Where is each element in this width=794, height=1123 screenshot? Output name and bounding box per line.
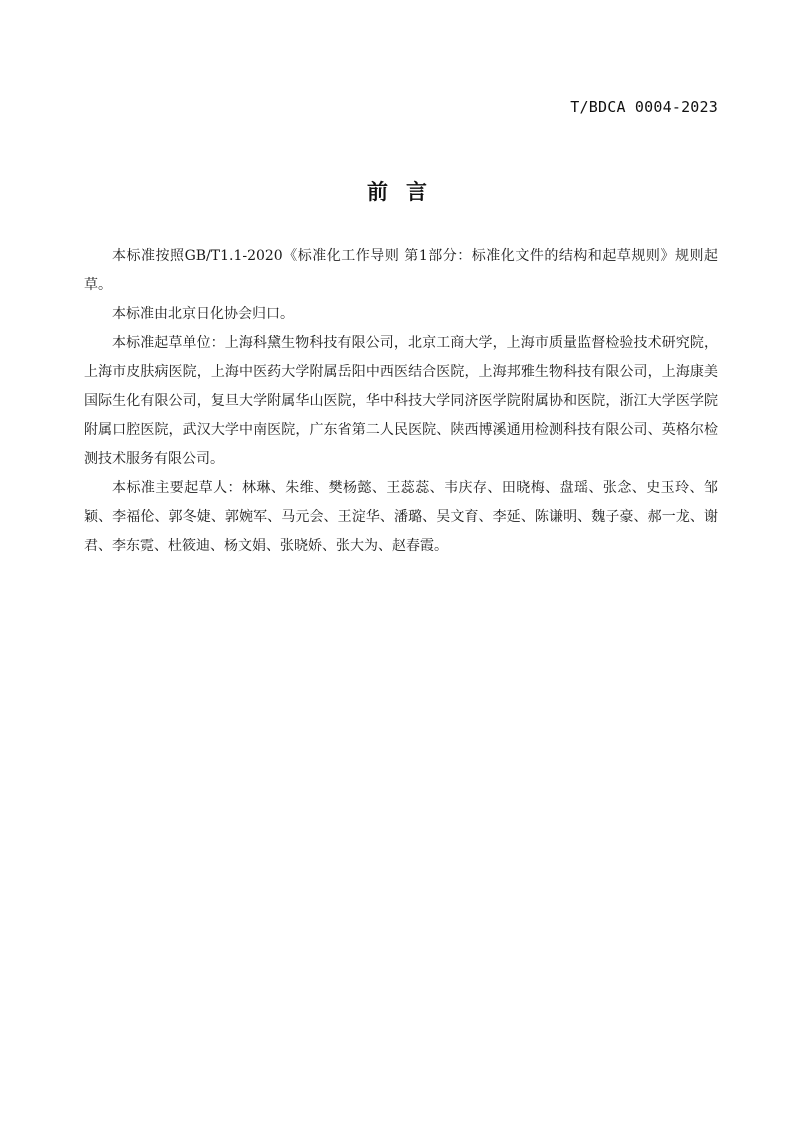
paragraph-drafting-units: 本标准起草单位：上海科黛生物科技有限公司，北京工商大学，上海市质量监督检验技术研究院，上海市皮肤病医院，上海中医药大学附属岳阳中西医结合医院，上海邦雅生物科技有限公司，上海康美国际生化有限公司，复旦大学附属华山医院，华中科技大学同济医学院附属协和医院，浙江大学医学院附属口腔医院，武汉大学中南医院，广东省第二人民医院、陕西博溪通用检测科技有限公司、英格尔检测技术服务有限公司。 bbox=[84, 335, 718, 467]
foreword-body bbox=[84, 242, 718, 561]
paragraph-main-drafters: 本标准主要起草人：林琳、朱维、樊杨懿、王蕊蕊、韦庆存、田晓梅、盘瑶、张念、史玉玲、邹颖、李福伦、郭冬婕、郭婉军、马元会、王淀华、潘璐、吴文育、李延、陈谦明、魏子豪、郝一龙、谢君、李东霓、杜筱迪、杨文娟、张晓娇、张大为、赵春霞。 bbox=[84, 480, 718, 554]
standard-code: T/BDCA 0004-2023 bbox=[570, 98, 718, 116]
paragraph-administered-by: 本标准由北京日化协会归口。 bbox=[112, 306, 294, 322]
page-title: 前言 bbox=[367, 180, 445, 204]
paragraph-drafting-rules: 本标准按照GB/T1.1-2020《标准化工作导则 第1部分：标准化文件的结构和起草规则》规则起草。 bbox=[84, 248, 718, 293]
